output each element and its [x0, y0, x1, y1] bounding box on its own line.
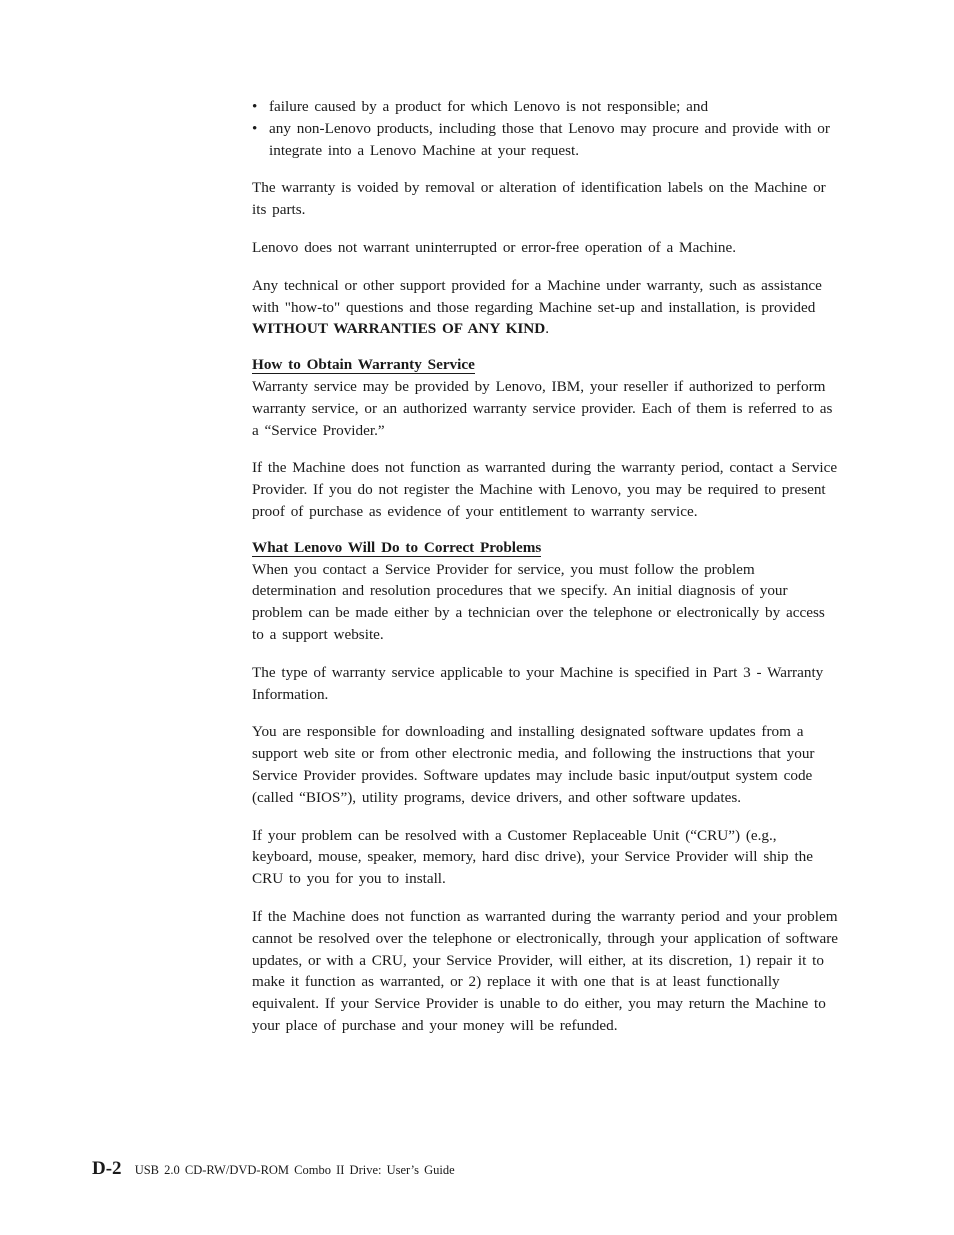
exclusion-list [252, 96, 842, 161]
support-text: Any technical or other support provided for a Machine under warranty, such as assistance with "how-to" questions and those regarding Machine set-up and installation, is provided [252, 276, 822, 316]
list-item: • failure caused by a product for which Lenovo is not responsible; and [252, 96, 842, 118]
paragraph-uninterrupted: Lenovo does not warrant uninterrupted or error-free operation of a Machine. [252, 238, 736, 256]
paragraph-service-type: The type of warranty service applicable to your Machine is specified in Part 3 - Warranty Information. [252, 663, 824, 703]
paragraph-software-updates: You are responsible for downloading and installing designated software updates from a support web site or from other electronic media, and following the instructions that your Service Provider provides. Software updates may include basic input/output system code (called “BIOS”), utility programs, device drivers, and other software updates. [252, 723, 815, 806]
page-footer [92, 1158, 455, 1180]
support-disclaimer: WITHOUT WARRANTIES OF ANY KIND [252, 320, 546, 338]
paragraph-support [252, 275, 842, 340]
paragraph-voided: The warranty is voided by removal or alteration of identification labels on the Machine or its parts. [252, 179, 826, 219]
page-body [252, 96, 842, 1037]
document-title: USB 2.0 CD-RW/DVD-ROM Combo II Drive: User’s Guide [134, 1163, 455, 1177]
paragraph-contact: If the Machine does not function as warranted during the warranty period, contact a Service Provider. If you do not register the Machine with Lenovo, you may be required to present proof of purchase as evidence of your entitlement to warranty service. [252, 459, 838, 520]
heading-obtain-warranty-service: How to Obtain Warranty Service [252, 356, 475, 374]
paragraph-cru: If your problem can be resolved with a Customer Replaceable Unit (“CRU”) (e.g., keyboard, mouse, speaker, memory, hard disc drive), your Service Provider will ship the CRU to you for you to install. [252, 826, 813, 888]
page-number: D-2 [92, 1158, 122, 1179]
support-period: . [545, 320, 550, 338]
paragraph-repair-replace: If the Machine does not function as warranted during the warranty period and your problem cannot be resolved over the telephone or electronically, through your application of software updates, or with a CRU, your Service Provider, will either, at its discretion, 1) repair it to make it function as warranted, or 2) replace it with one that is at least functionally equivalent. If your Service Provider is unable to do either, you may return the Machine to your place of purchase and your money will be refunded. [252, 907, 839, 1034]
heading-correct-problems: What Lenovo Will Do to Correct Problems [252, 538, 542, 556]
paragraph-obtain: Warranty service may be provided by Lenovo, IBM, your reseller if authorized to perform warranty service, or an authorized warranty service provider. Each of them is referred to as a “Service Provider.” [252, 377, 833, 439]
list-item: • any non-Lenovo products, including those that Lenovo may procure and provide with or integrate into a Lenovo Machine at your request. [252, 118, 842, 162]
paragraph-procedures: When you contact a Service Provider for service, you must follow the problem determination and resolution procedures that we specify. An initial diagnosis of your problem can be made either by a technician over the telephone or electronically by access to a support website. [252, 560, 825, 643]
